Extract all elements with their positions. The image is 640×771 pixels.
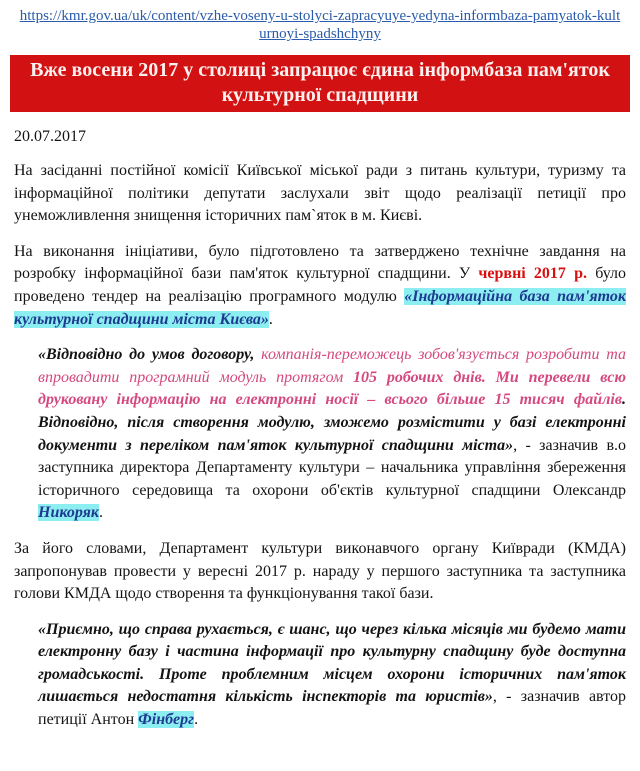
date-june-2017: червні 2017 р. (478, 265, 588, 283)
quote2-period: . (194, 711, 199, 729)
name-nykoriak-highlight: Никоряк (38, 504, 99, 522)
name-finberg-highlight: Фінберг (138, 711, 195, 729)
source-url-row (0, 0, 640, 43)
quote-finberg (38, 619, 626, 732)
publish-date: 20.07.2017 (14, 128, 86, 145)
paragraph-kmda (14, 538, 626, 606)
tender-text-1: На виконання ініціативи, було підготовлено та затверджено технічне завдання на розробку інформаційної бази пам'яток культурної спадщини. У (14, 242, 626, 283)
page-title: Вже восени 2017 у столиці запрацює єдина інформбаза пам'яток культурної спадщини (10, 55, 630, 112)
quote1-period: . (98, 504, 103, 522)
tender-text-2: було проведено тендер на реалізацію програмного модулю (14, 265, 627, 305)
paragraph-tender (14, 241, 626, 331)
tender-text-3: . (268, 310, 273, 328)
quote1-opening: «Відповідно до умов договору, (38, 346, 262, 364)
source-url-link[interactable]: https://kmr.gov.ua/uk/content/vzhe-voseny-u-stolyci-zapracyuye-yedyna-informbaza-pamyatok-kulturnoyi-spadshchyny (19, 8, 621, 42)
quote2-attribution: , - зазначив автор петиції Антон (38, 688, 626, 729)
paragraph-intro-text: На засіданні постійної комісії Київської міської ради з питань культури, туризму та інформаційної політики депутати заслухали звіт щодо реалізації петиції про унеможливлення знищення історичних пам`яток в м. Києві. (14, 162, 626, 225)
quote1-attribution: , - зазначив в.о заступника директора Департаменту культури – начальника управління збереження історичного середовища та охорони об'єктів культурної спадщини Олександр (38, 436, 627, 499)
quote-nykoriak (38, 344, 626, 525)
quote1-closing: . Відповідно, після створення модулю, зможемо розмістити у базі електронні документи з переліком пам'яток культурної спадщини міста» (38, 391, 626, 454)
quote2-text: «Приємно, що справа рухається, є шанс, що через кілька місяців ми будемо мати електронну базу і частина інформації про культурну спадщину буде доступна громадськості. Проте проблемним місцем охорони історичних пам'яток лишається недостатня кількість інспекторів та юристів» (38, 620, 626, 706)
module-name-highlight: «Інформаційна база пам'яток культурної спадщини міста Києва» (14, 287, 627, 328)
quote1-pink-bold: 105 робочих днів. Ми перевели всю друковану інформацію на електронні носії – всього більше 15 тисяч файлів (38, 368, 627, 409)
paragraph-intro (14, 160, 626, 228)
paragraph-kmda-text: За його словами, Департамент культури виконавчого органу Київради (КМДА) запропонував провести у вересні 2017 р. нараду у першого заступника та заступника голови КМДА щодо створення та функціонування такої бази. (14, 539, 626, 603)
quote1-pink-regular: компанія-переможець зобов'язується розробити та впровадити програмний модуль протягом (38, 346, 627, 386)
